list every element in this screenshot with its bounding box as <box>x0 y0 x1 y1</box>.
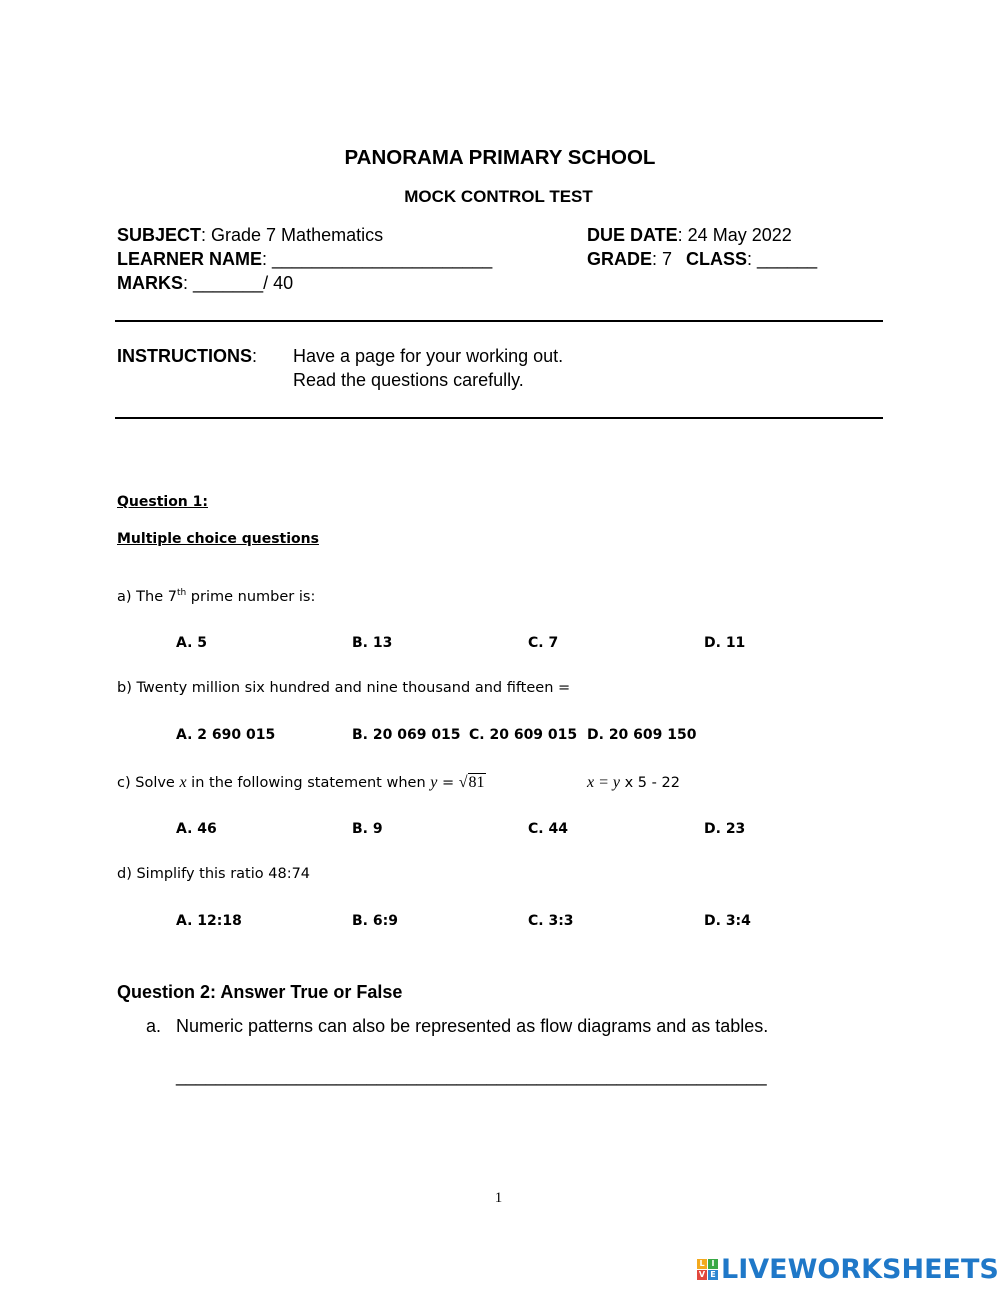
question-d-option-c[interactable]: C. 3:3 <box>528 913 574 929</box>
due-date-label: DUE DATE <box>587 225 678 245</box>
learner-name-line <box>117 249 492 270</box>
question2-a-text: Numeric patterns can also be represented as flow diagrams and as tables. <box>176 1016 769 1036</box>
question-a-option-a[interactable]: A. 5 <box>176 635 208 651</box>
page-number: 1 <box>494 1190 503 1206</box>
question-b-option-a[interactable]: A. 2 690 015 <box>176 727 276 743</box>
question-a-text: a) The 7th prime number is: <box>117 588 316 605</box>
question-c-option-d[interactable]: D. 23 <box>704 821 746 837</box>
question-c-option-b[interactable]: B. 9 <box>352 821 383 837</box>
instructions-heading: INSTRUCTIONS: <box>117 346 258 366</box>
marks-label: MARKS <box>117 273 183 293</box>
question-b-option-b[interactable]: B. 20 069 015 <box>352 727 461 743</box>
grade-class-line <box>587 249 817 270</box>
class-label: CLASS <box>686 249 748 269</box>
subject-label: SUBJECT <box>117 225 202 245</box>
logo-text: LIVEWORKSHEETS <box>721 1253 999 1285</box>
question-c-option-a[interactable]: A. 46 <box>176 821 217 837</box>
logo-blocks-icon: L I V E <box>697 1259 718 1280</box>
due-date-line <box>587 225 792 246</box>
question-d-option-b[interactable]: B. 6:9 <box>352 913 398 929</box>
question-b-text: b) Twenty million six hundred and nine thousand and fifteen = <box>117 680 571 696</box>
question-c-formula: x = y x 5 - 22 <box>587 774 680 791</box>
question-b-option-d[interactable]: D. 20 609 150 <box>587 727 697 743</box>
school-name: PANORAMA PRIMARY SCHOOL <box>344 146 656 169</box>
divider-top <box>115 320 883 322</box>
marks-field[interactable]: : _______/ 40 <box>183 273 294 293</box>
subject-value: : Grade 7 Mathematics <box>201 225 384 245</box>
liveworksheets-logo <box>697 1254 999 1284</box>
learner-name-field[interactable]: : ______________________ <box>262 249 493 269</box>
question1-subtitle: Multiple choice questions <box>117 531 319 547</box>
subject-line <box>117 225 383 246</box>
learner-name-label: LEARNER NAME <box>117 249 263 269</box>
question2-answer-line[interactable]: ___________________________________________________________ <box>176 1066 767 1086</box>
marks-line <box>117 273 293 294</box>
grade-value: : 7 <box>652 249 673 269</box>
question-a-option-c[interactable]: C. 7 <box>528 635 559 651</box>
question-b-option-c[interactable]: C. 20 609 015 <box>469 727 578 743</box>
question-d-option-d[interactable]: D. 3:4 <box>704 913 751 929</box>
question2-a-label: a. <box>146 1016 162 1036</box>
test-title: MOCK CONTROL TEST <box>404 187 593 206</box>
question-c-text: c) Solve x in the following statement when y = √81 <box>117 774 485 791</box>
question-d-option-a[interactable]: A. 12:18 <box>176 913 242 929</box>
sqrt-expression: √81 <box>458 774 485 791</box>
instruction-line-1: Have a page for your working out. <box>293 346 564 366</box>
question-a-option-d[interactable]: D. 11 <box>704 635 746 651</box>
grade-label: GRADE <box>587 249 653 269</box>
question-a-option-b[interactable]: B. 13 <box>352 635 393 651</box>
class-field[interactable]: : ______ <box>747 249 818 269</box>
instruction-line-2: Read the questions carefully. <box>293 370 524 390</box>
question-d-text: d) Simplify this ratio 48:74 <box>117 866 311 882</box>
question-c-option-c[interactable]: C. 44 <box>528 821 568 837</box>
instructions-label: INSTRUCTIONS <box>117 346 252 366</box>
divider-bottom <box>115 417 883 419</box>
due-date-value: : 24 May 2022 <box>677 225 792 245</box>
question2-title: Question 2: Answer True or False <box>117 982 403 1002</box>
question1-title: Question 1: <box>117 494 208 510</box>
